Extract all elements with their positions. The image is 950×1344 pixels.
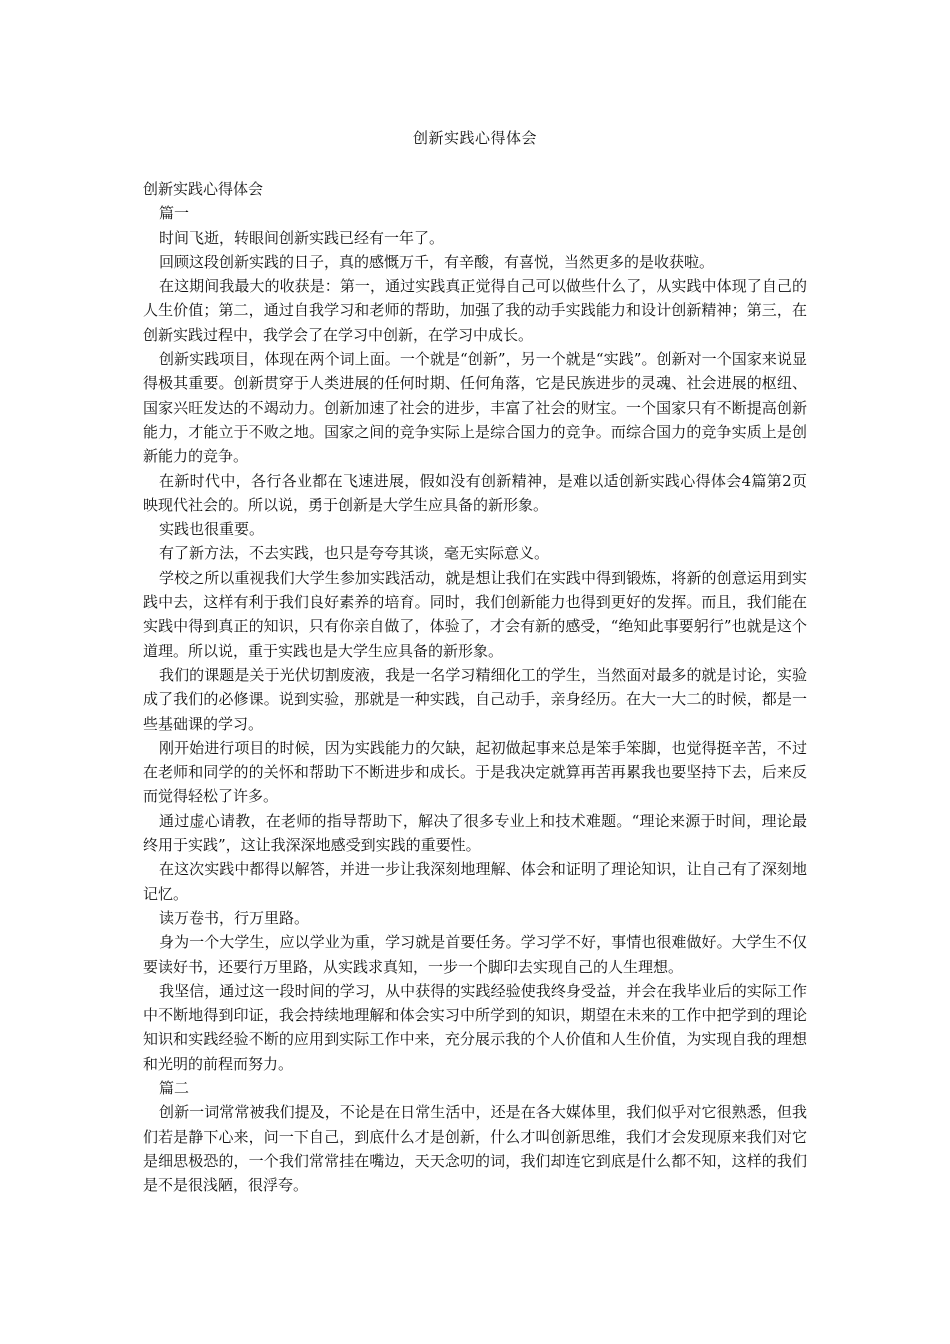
- paragraph: 创新实践项目，体现在两个词上面。一个就是“创新”，另一个就是“实践”。创新对一个国家来说显得极其重要。创新贯穿于人类进展的任何时期、任何角落，它是民族进步的灵魂、社会进展的枢纽、国家兴旺发达的不竭动力。创新加速了社会的进步，丰富了社会的财宝。一个国家只有不断提高创新能力，才能立于不败之地。国家之间的竞争实际上是综合国力的竞争。而综合国力的竞争实质上是创新能力的竞争。: [143, 350, 807, 466]
- section-heading: 篇二: [159, 1078, 190, 1097]
- paragraph: 有了新方法，不去实践，也只是夸夸其谈，毫无实际意义。: [159, 544, 550, 563]
- document-title: 创新实践心得体会: [412, 129, 537, 147]
- paragraph: 刚开始进行项目的时候，因为实践能力的欠缺，起初做起事来总是笨手笨脚，也觉得挺辛苦，不过在老师和同学的的关怀和帮助下不断进步和成长。于是我决定就算再苦再累我也要坚持下去，后来反而觉得轻松了许多。: [143, 738, 807, 806]
- paragraph: 在这期间我最大的收获是：第一，通过实践真正觉得自己可以做些什么了，从实践中体现了自己的人生价值；第二，通过自我学习和老师的帮助，加强了我的动手实践能力和设计创新精神；第三，在创新实践过程中，我学会了在学习中创新，在学习中成长。: [143, 277, 807, 344]
- document-body: [143, 177, 807, 1197]
- paragraph: 在这次实践中都得以解答，并进一步让我深刻地理解、体会和证明了理论知识，让自己有了深刻地记忆。: [143, 860, 807, 903]
- paragraph: 学校之所以重视我们大学生参加实践活动，就是想让我们在实践中得到锻炼，将新的创意运用到实践中去，这样有利于我们良好素养的培育。同时，我们创新能力也得到更好的发挥。而且，我们能在实践中得到真正的知识，只有你亲自做了，体验了，才会有新的感受，“绝知此事要躬行”也就是这个道理。所以说，重于实践也是大学生应具备的新形象。: [143, 568, 807, 660]
- paragraph: 通过虚心请教，在老师的指导帮助下，解决了很多专业上和技术难题。“理论来源于时间，理论最终用于实践”，这让我深深地感受到实践的重要性。: [143, 811, 807, 855]
- paragraph: 时间飞逝，转眼间创新实践已经有一年了。: [159, 228, 445, 247]
- paragraph: 实践也很重要。: [159, 520, 265, 539]
- paragraph: 读万卷书，行万里路。: [159, 908, 310, 927]
- paragraph: 在新时代中，各行各业都在飞速进展，假如没有创新精神，是难以适创新实践心得体会4篇第2页映现代社会的。所以说，勇于创新是大学生应具备的新形象。: [143, 471, 807, 514]
- paragraph: 我们的课题是关于光伏切割废液，我是一名学习精细化工的学生，当然面对最多的就是讨论，实验成了我们的必修课。说到实验，那就是一种实践，自己动手，亲身经历。在大一大二的时候，都是一些基础课的学习。: [143, 665, 807, 733]
- paragraph: 回顾这段创新实践的日子，真的感慨万千，有辛酸，有喜悦，当然更多的是收获啦。: [159, 252, 715, 271]
- section-heading: 篇一: [159, 204, 190, 223]
- paragraph: 我坚信，通过这一段时间的学习，从中获得的实践经验使我终身受益，并会在我毕业后的实际工作中不断地得到印证，我会持续地理解和体会实习中所学到的知识，期望在未来的工作中把学到的理论知识和实践经验不断的应用到实际工作中来，充分展示我的个人价值和人生价值，为实现自我的理想和光明的前程而努力。: [143, 981, 807, 1073]
- paragraph: 身为一个大学生，应以学业为重，学习就是首要任务。学习学不好，事情也很难做好。大学生不仅要读好书，还要行万里路，从实践求真知，一步一个脚印去实现自己的人生理想。: [143, 933, 807, 976]
- paragraph: 创新一词常常被我们提及，不论是在日常生活中，还是在各大媒体里，我们似乎对它很熟悉，但我们若是静下心来，问一下自己，到底什么才是创新，什么才叫创新思维，我们才会发现原来我们对它是细思极恐的，一个我们常常挂在嘴边，天天念叨的词，我们却连它到底是什么都不知，这样的我们是不是很浅陋，很浮夸。: [143, 1103, 807, 1195]
- document-subtitle: 创新实践心得体会: [143, 180, 264, 198]
